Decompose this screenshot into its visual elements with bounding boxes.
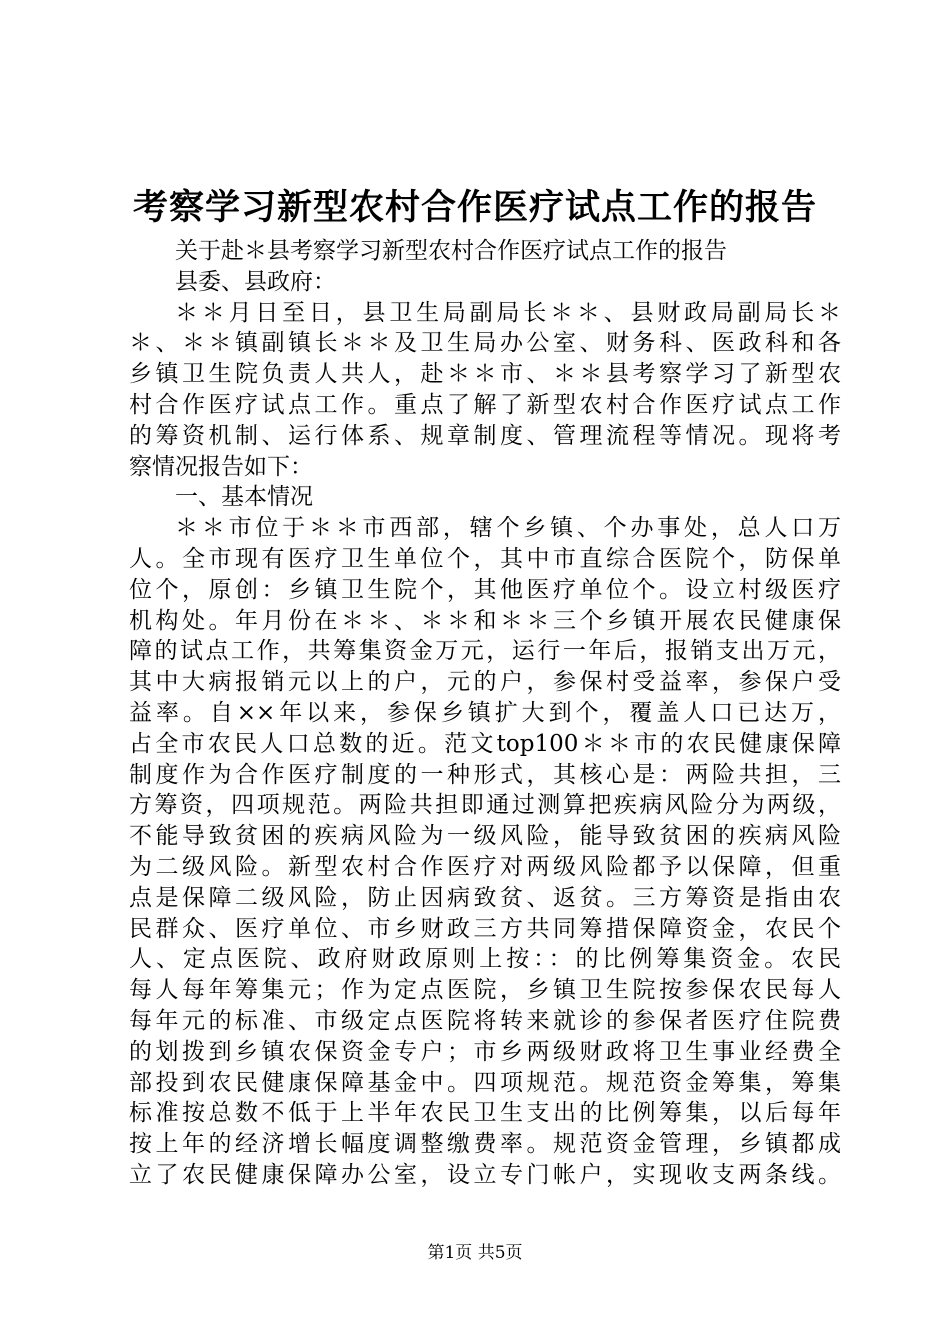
body-line: 标准按总数不低于上半年农民卫生支出的比例筹集，以后每年 bbox=[129, 1100, 841, 1127]
body-line: 每年元的标准、市级定点医院将转来就诊的参保者医疗住院费 bbox=[129, 1007, 841, 1034]
document-body bbox=[129, 236, 841, 1191]
body-line: 制度作为合作医疗制度的一种形式，其核心是：两险共担，三 bbox=[129, 761, 841, 788]
body-line: ＊、＊＊镇副镇长＊＊及卫生局办公室、财务科、医政科和各 bbox=[129, 330, 841, 357]
body-line: 按上年的经济增长幅度调整缴费率。规范资金管理，乡镇都成 bbox=[129, 1131, 841, 1158]
page-footer: 第1页 共5页 bbox=[427, 1243, 523, 1263]
body-line: 机构处。年月份在＊＊、＊＊和＊＊三个乡镇开展农民健康保 bbox=[129, 607, 841, 634]
body-line: 的划拨到乡镇农保资金专户；市乡两级财政将卫生事业经费全 bbox=[129, 1038, 841, 1065]
body-line: 点是保障二级风险，防止因病致贫、返贫。三方筹资是指由农 bbox=[129, 884, 841, 911]
body-line: 其中大病报销元以上的户，元的户，参保村受益率，参保户受 bbox=[129, 669, 841, 696]
body-line: 乡镇卫生院负责人共人，赴＊＊市、＊＊县考察学习了新型农 bbox=[129, 361, 841, 388]
body-line: ＊＊月日至日，县卫生局副局长＊＊、县财政局副局长＊ bbox=[175, 299, 841, 326]
body-line: 人、定点医院、政府财政原则上按：：的比例筹集资金。农民 bbox=[129, 946, 841, 973]
body-line: 益率。自××年以来，参保乡镇扩大到个，覆盖人口已达万， bbox=[129, 699, 841, 726]
body-line: 人。全市现有医疗卫生单位个，其中市直综合医院个，防保单 bbox=[129, 545, 841, 572]
body-line: 的筹资机制、运行体系、规章制度、管理流程等情况。现将考 bbox=[129, 422, 841, 449]
body-line: 方筹资，四项规范。两险共担即通过测算把疾病风险分为两级， bbox=[129, 792, 841, 819]
body-line: 民群众、医疗单位、市乡财政三方共同筹措保障资金，农民个 bbox=[129, 915, 841, 942]
body-line: 占全市农民人口总数的近。范文top100＊＊市的农民健康保障 bbox=[129, 730, 841, 757]
body-line: ＊＊市位于＊＊市西部，辖个乡镇、个办事处，总人口万 bbox=[175, 515, 841, 542]
body-line: 为二级风险。新型农村合作医疗对两级风险都予以保障，但重 bbox=[129, 853, 841, 880]
document-title: 考察学习新型农村合作医疗试点工作的报告 bbox=[132, 187, 817, 228]
body-line: 村合作医疗试点工作。重点了解了新型农村合作医疗试点工作 bbox=[129, 391, 841, 418]
body-line: 每人每年筹集元；作为定点医院，乡镇卫生院按参保农民每人 bbox=[129, 977, 841, 1004]
body-line: 察情况报告如下： bbox=[129, 453, 313, 480]
body-line: 不能导致贫困的疾病风险为一级风险，能导致贫困的疾病风险 bbox=[129, 823, 841, 850]
body-line: 位个，原创：乡镇卫生院个，其他医疗单位个。设立村级医疗 bbox=[129, 576, 841, 603]
body-line: 立了农民健康保障办公室，设立专门帐户，实现收支两条线。 bbox=[129, 1161, 841, 1188]
salutation: 县委、县政府： bbox=[175, 268, 336, 295]
section-heading: 一、基本情况 bbox=[175, 484, 313, 511]
body-line: 障的试点工作，共筹集资金万元，运行一年后，报销支出万元， bbox=[129, 638, 841, 665]
body-line: 部投到农民健康保障基金中。四项规范。规范资金筹集，筹集 bbox=[129, 1069, 841, 1096]
report-subtitle: 关于赴＊县考察学习新型农村合作医疗试点工作的报告 bbox=[175, 238, 727, 264]
